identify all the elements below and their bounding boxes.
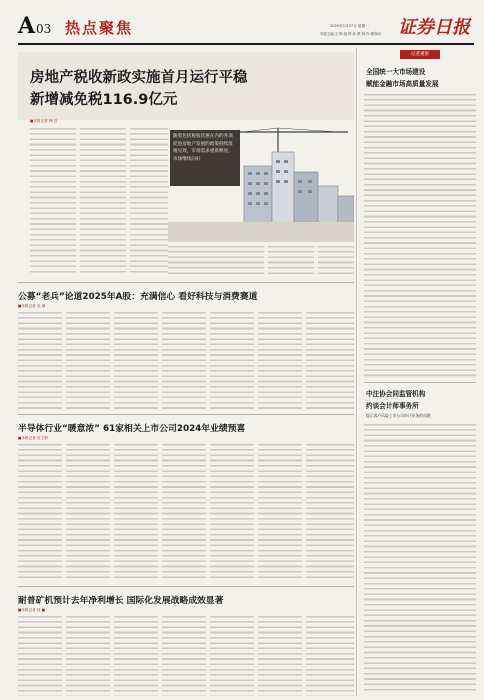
lead-callout-text: 随着包括税收优惠在内的各项促进房地产发展的政策持续落地见效，市场需求重新释放，市场继续向好 (173, 134, 233, 162)
lead-body-col5 (268, 244, 314, 276)
article3-col1 (18, 442, 62, 580)
sidebar-rule (364, 382, 476, 383)
lead-article (18, 48, 354, 280)
article3-byline: ■本报记者 贺王娟 (18, 436, 48, 440)
newspaper-logo: 证券日报 (398, 17, 470, 38)
article4-title: 耐普矿机预计去年净利增长 国际化发展战略成效显著 (18, 596, 224, 606)
header-rule (18, 43, 474, 45)
article4-byline: ■本报记者 桂 ■ (18, 608, 46, 612)
article2-col2 (66, 310, 110, 410)
article4-col3 (114, 614, 158, 696)
article4-body (18, 614, 354, 696)
article2-title: 公募“老兵”论道2025年A股：充满信心 看好科技与消费赛道 (18, 292, 258, 302)
article2-col7 (306, 310, 354, 410)
article2-body (18, 310, 354, 410)
sidebar-divider (356, 48, 357, 696)
article3-col6 (258, 442, 302, 580)
article3-col2 (66, 442, 110, 580)
lead-title-line1: 房地产税收新政实施首月运行平稳 (30, 70, 248, 86)
article3-title: 半导体行业“暖意浓” 61家相关上市公司2024年业绩预喜 (18, 424, 246, 434)
article3-top-rule (18, 414, 354, 415)
lead-illustration (168, 126, 354, 242)
article4-col1 (18, 614, 62, 696)
page-letter: A (18, 13, 36, 39)
date-line: 2025年1月27日 星期一 (330, 24, 369, 28)
article3-col4 (162, 442, 206, 580)
lead-body-col1 (30, 126, 76, 276)
article2-col4 (162, 310, 206, 410)
sidebar-title-line1: 全国统一大市场建设 (366, 68, 426, 76)
article4-col2 (66, 614, 110, 696)
page-header (0, 0, 484, 46)
editors-line: 本版主编:王 辉 编 辑:孙 倩 制 作:董春雨 (320, 32, 381, 36)
article3-col5 (210, 442, 254, 580)
article4-top-rule (18, 586, 354, 587)
page-number: 03 (36, 22, 52, 36)
article2-top-rule (18, 282, 354, 283)
sidebar-article2-subtitle: 提示客户风险上市公司审计业务的问题 (366, 413, 431, 418)
sidebar-title-line2: 赋能金融市场高质量发展 (366, 80, 439, 88)
lead-title-line2: 新增减免税116.9亿元 (30, 92, 178, 108)
sidebar-body-1 (364, 92, 476, 378)
sidebar (360, 48, 478, 696)
article4-col4 (162, 614, 206, 696)
article4-col7 (306, 614, 354, 696)
observer-tag (400, 50, 440, 59)
observer-tag-label: 记者观察 (411, 52, 429, 57)
article3-col7 (306, 442, 354, 580)
article4-col6 (258, 614, 302, 696)
article2-col3 (114, 310, 158, 410)
lead-body-col6 (318, 244, 354, 276)
article2-col6 (258, 310, 302, 410)
lead-body-col4 (168, 244, 264, 276)
lead-callout-box (170, 130, 240, 186)
sidebar-article2-title-line2: 约谈会计师事务所 (366, 402, 419, 410)
article2-col1 (18, 310, 62, 410)
sidebar-body-2 (364, 422, 476, 694)
lead-body-col2 (80, 126, 126, 276)
article3-col3 (114, 442, 158, 580)
article2-col5 (210, 310, 254, 410)
section-title: 热点聚焦 (65, 19, 134, 37)
sidebar-article2-title-line1: 中注协会同监管机构 (366, 390, 426, 398)
article3-body (18, 442, 354, 580)
article4-col5 (210, 614, 254, 696)
lead-byline: ■本报记者 韩 昱 (30, 119, 58, 123)
article2-byline: ■本报记者 吴 珊 (18, 304, 46, 308)
